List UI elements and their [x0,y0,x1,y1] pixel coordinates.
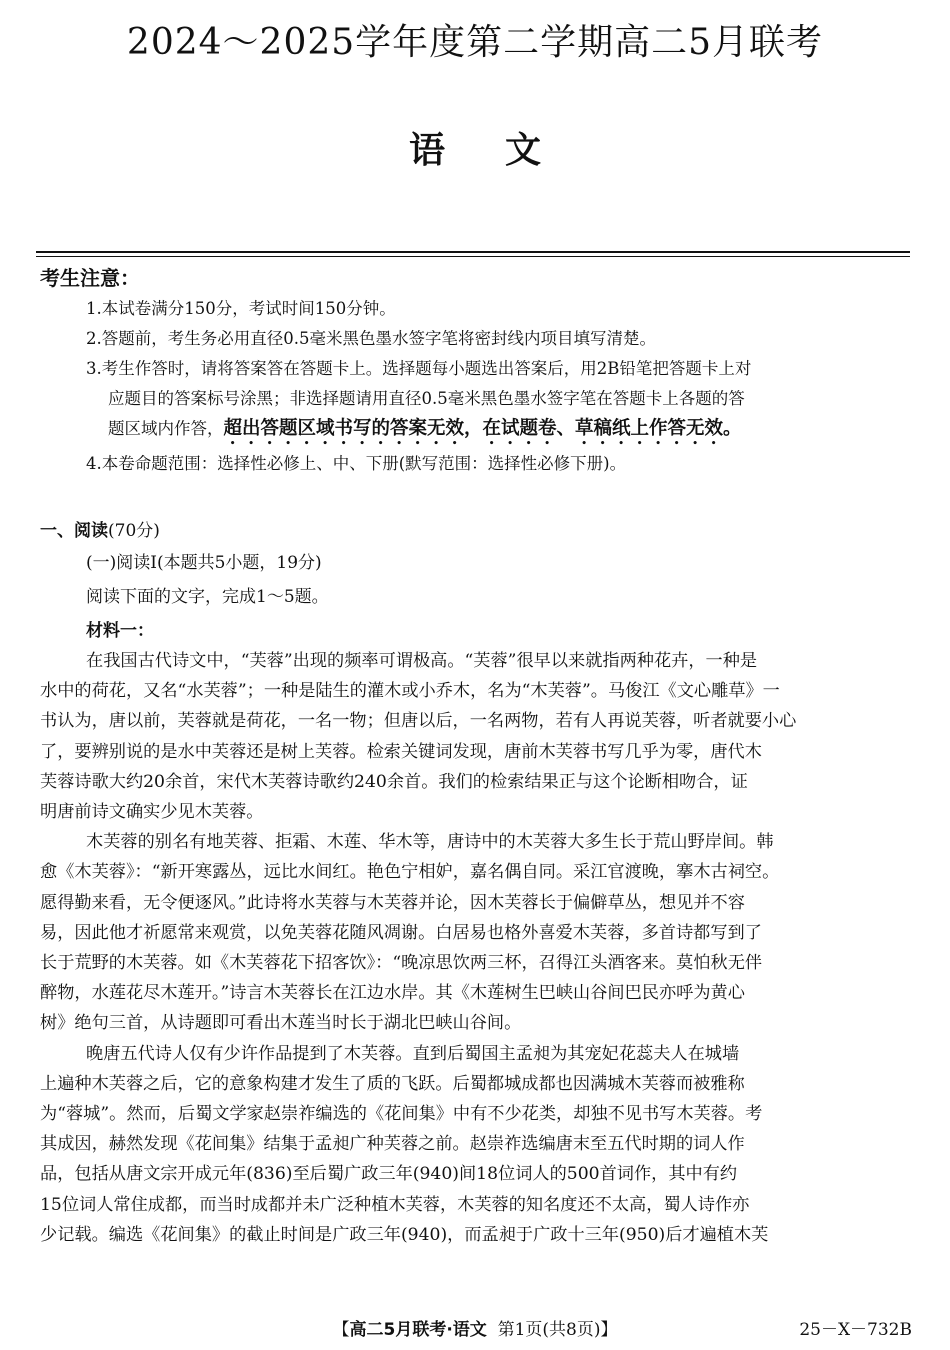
header-divider [36,251,910,257]
text-line: 易，因此他才祈愿常来观赏，以免芙蓉花随风凋谢。白居易也格外喜爱木芙蓉，多首诗都写到了 [40,922,762,943]
text-line: 其成因，赫然发现《花间集》结集于孟昶广种芙蓉之前。赵崇祚选编唐末至五代时期的词人作 [40,1134,745,1155]
text-line: 醉物，水莲花尽木莲开。”诗言木芙蓉长在江边水岸。其《木莲树生巴峡山谷间巴民亦呼为黄心 [40,983,745,1004]
material-text [40,646,912,1250]
text-line: 木芙蓉的别名有地芙蓉、拒霜、木莲、华木等，唐诗中的木芙蓉大多生长于荒山野岸间。韩 [86,832,774,853]
text-line: 水中的荷花，又名“水芙蓉”；一种是陆生的灌木或小乔木，名为“木芙蓉”。马俊江《文心雕草》一 [40,681,780,702]
text-line: 愈《木芙蓉》：“新开寒露丛，远比水间红。艳色宁相妒，嘉名偶自同。采江官渡晚，搴木古祠空。 [40,862,780,883]
notice-list [86,294,912,479]
notice-line-with-emphasis [86,414,912,449]
exam-title: 2024～2025学年度第二学期高二5月联考 [126,22,824,63]
section-heading [40,516,160,541]
section-score: (70分) [108,521,160,541]
text-line: 长于荒野的木芙蓉。如《木芙蓉花下招客饮》：“晚凉思饮两三杯，召得江头酒客来。莫怕秋无伴 [40,953,763,974]
paragraph-1 [40,646,912,827]
footer-exam-name: 高二5月联考 [349,1320,447,1340]
section-title: 一、阅读 [40,521,108,541]
subject-title: 语文 [408,130,601,171]
notice-line: 题区域内作答， [108,419,224,438]
text-line: 明唐前诗文确实少见木芙蓉。 [40,802,264,823]
page-footer [0,1315,950,1339]
text-line: 上遍种木芙蓉之后，它的意象构建才发生了质的飞跃。后蜀都城成都也因满城木芙蓉而被雅称 [40,1073,745,1094]
notice-line: 应题目的答案标号涂黑；非选择题请用直径0.5毫米黑色墨水签字笔在答题卡上各题的答 [108,389,745,408]
text-line: 愿得勤来看，无令便逐风。”此诗将水芙蓉与木芙蓉并论，因木芙蓉长于偏僻草丛，想见并不容 [40,892,745,913]
notice-item-4 [86,449,912,479]
notice-item-2 [86,324,912,354]
text-line: 了，要辨别说的是水中芙蓉还是树上芙蓉。检索关键词发现，唐前木芙蓉书写几乎为零，唐代木 [40,741,762,762]
reading-instruction: 阅读下面的文字，完成1～5题。 [86,587,329,607]
footer-page-info: 第1页(共8页) [497,1320,601,1340]
paragraph-3 [40,1039,912,1250]
notice-line: 4.本卷命题范围：选择性必修上、中、下册(默写范围：选择性必修下册)。 [86,454,627,473]
footer-bracket-close: 】 [600,1320,618,1340]
text-line: 芙蓉诗歌大约20余首，宋代木芙蓉诗歌约240余首。我们的检索结果正与这个论断相吻合，证 [40,771,748,792]
footer-dot: · [446,1320,453,1340]
text-line: 在我国古代诗文中，“芙蓉”出现的频率可谓极高。“芙蓉”很早以来就指两种花卉，一种是 [86,651,758,671]
footer-bracket-open: 【 [332,1320,350,1340]
sub-section-heading: (一)阅读Ⅰ(本题共5小题，19分) [86,553,322,573]
notice-line: 2.答题前，考生务必用直径0.5毫米黑色墨水签字笔将密封线内项目填写清楚。 [86,329,656,348]
text-line: 少记载。编选《花间集》的截止时间是广政三年(940)，而孟昶于广政十三年(950)后才遍植木芙 [40,1224,769,1245]
notice-emphasis: 超出答题区域书写的答案无效，在试题卷、草稿纸上作答无效。 [223,418,742,439]
text-line: 树》绝句三首，从诗题即可看出木莲当时长于湖北巴峡山谷间。 [40,1013,522,1034]
text-line: 晚唐五代诗人仅有少许作品提到了木芙蓉。直到后蜀国主孟昶为其宠妃花蕊夫人在城墙 [86,1043,740,1064]
text-line: 书认为，唐以前，芙蓉就是荷花，一名一物；但唐以后，一名两物，若有人再说芙蓉，听者就要小心 [40,711,797,732]
paper-code: 25－X－732B [799,1320,912,1340]
notice-item-1 [86,294,912,324]
text-line: 15位词人常住成都，而当时成都并未广泛种植木芙蓉，木芙蓉的知名度还不太高，蜀人诗作亦 [40,1194,750,1215]
paragraph-2 [40,827,912,1038]
material-heading: 材料一： [86,621,154,641]
text-line: 品，包括从唐文宗开成元年(836)至后蜀广政三年(940)间18位词人的500首词作，其中有约 [40,1164,738,1185]
notice-heading: 考生注意： [40,266,140,290]
notice-item-3 [86,354,912,449]
footer-subject: 语文 [452,1320,487,1340]
notice-line: 3.考生作答时，请将答案答在答题卡上。选择题每小题选出答案后，用2B铅笔把答题卡上对 [86,359,752,378]
text-line: 为“蓉城”。然而，后蜀文学家赵崇祚编选的《花间集》中有不少花类，却独不见书写木芙蓉。考 [40,1104,763,1125]
notice-line: 1.本试卷满分150分，考试时间150分钟。 [86,299,396,318]
